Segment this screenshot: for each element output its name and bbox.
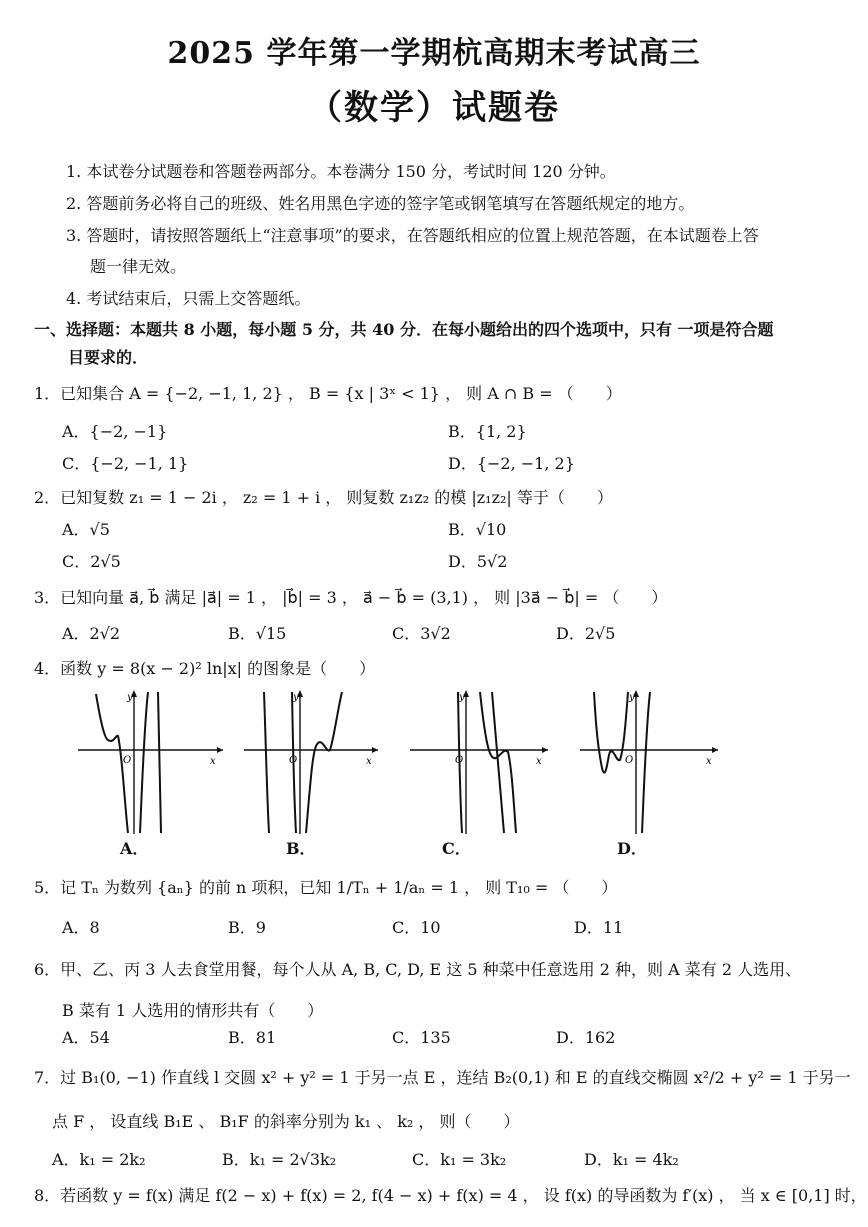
q4-b-axis-y: y [293,692,299,703]
instruction-1: 1. 本试卷分试题卷和答题卷两部分。本卷满分 150 分，考试时间 120 分钟。 [66,162,616,181]
q1-option-a: A．{−2, −1} [62,422,168,441]
instruction-3-cont: 题一律无效。 [90,257,187,276]
q7-option-b: B．k₁ = 2√3k₂ [222,1150,337,1169]
exam-subtitle: （数学）试题卷 [308,88,560,128]
q3-option-a: A．2√2 [62,624,121,643]
q4-c-axis-y: y [459,692,465,703]
q7-option-c: C．k₁ = 3k₂ [412,1150,507,1169]
q2-option-c: C．2√5 [62,552,121,571]
q7-option-d: D．k₁ = 4k₂ [584,1150,679,1169]
q7-stem-1: 7．过 B₁(0, −1) 作直线 l 交圆 x² + y² = 1 于另一点 E ，连结 B₂(0,1) 和 E 的直线交椭圆 x²/2 + y² = 1 于另一 [34,1068,851,1087]
q7-stem-2: 点 F ， 设直线 B₁E 、 B₁F 的斜率分别为 k₁ 、 k₂ ， 则（ ） [52,1112,520,1131]
q8-stem: 8．若函数 y = f(x) 满足 f(2 − x) + f(x) = 2, f(4 − x) + f(x) = 4 ， 设 f(x) 的导函数为 f′(x) ， 当 x ∈ [0,1] 时， [34,1186,867,1205]
q4-a-axis-x: x [210,756,216,767]
q4-label-d: D． [617,839,647,858]
q4-d-origin: O [625,755,634,766]
section-heading-cont: 目要求的． [68,348,149,367]
q5-option-c: C．10 [392,918,441,937]
q4-graph-d [580,688,720,838]
q4-b-axis-x: x [366,756,372,767]
instruction-4: 4. 考试结束后，只需上交答题纸。 [66,289,311,308]
q6-stem-2: B 菜有 1 人选用的情形共有（ ） [62,1001,324,1020]
section-heading: 一、选择题：本题共 8 小题，每小题 5 分，共 40 分．在每小题给出的四个选项中，只有 一项是符合题 [34,320,774,339]
q7-option-a: A．k₁ = 2k₂ [52,1150,146,1169]
q4-d-axis-y: y [629,692,635,703]
q3-stem: 3．已知向量 a⃗, b⃗ 满足 |a⃗| = 1 ， |b⃗| = 3 ， a⃗ − b⃗ = (3,1) ， 则 |3a⃗ − b⃗| = （ ） [34,588,668,607]
q6-option-a: A．54 [62,1028,110,1047]
q4-label-a: A． [120,839,149,858]
q4-c-axis-x: x [536,756,542,767]
q4-a-origin: O [123,755,132,766]
q4-graph-a [78,688,226,838]
q2-option-d: D．5√2 [448,552,508,571]
q6-option-c: C．135 [392,1028,451,1047]
q5-stem: 5．记 Tₙ 为数列 {aₙ} 的前 n 项积，已知 1/Tₙ + 1/aₙ = 1 ， 则 T₁₀ = （ ） [34,878,618,897]
q6-option-d: D．162 [556,1028,616,1047]
q6-option-b: B．81 [228,1028,277,1047]
q3-option-d: D．2√5 [556,624,616,643]
q5-option-b: B．9 [228,918,266,937]
instruction-3: 3. 答题时，请按照答题纸上“注意事项”的要求，在答题纸相应的位置上规范答题，在本试题卷上答 [66,226,759,245]
exam-title: 2025 学年第一学期杭高期末考试高三 [167,36,701,71]
q5-option-a: A．8 [62,918,100,937]
q4-d-axis-x: x [706,756,712,767]
instruction-2: 2. 答题前务必将自己的班级、姓名用黑色字迹的签字笔或钢笔填写在答题纸规定的地方。 [66,194,695,213]
q6-stem-1: 6．甲、乙、丙 3 人去食堂用餐，每个人从 A, B, C, D, E 这 5 种菜中任意选用 2 种，则 A 菜有 2 人选用、 [34,960,802,979]
q4-a-axis-y: y [127,692,133,703]
q4-stem: 4．函数 y = 8(x − 2)² ln|x| 的图象是（ ） [34,659,376,678]
q2-option-a: A．√5 [62,520,110,539]
q2-stem: 2．已知复数 z₁ = 1 − 2i ， z₂ = 1 + i ， 则复数 z₁z₂ 的模 |z₁z₂| 等于（ ） [34,488,613,507]
q5-option-d: D．11 [574,918,624,937]
q1-option-d: D．{−2, −1, 2} [448,454,575,473]
q3-option-c: C．3√2 [392,624,451,643]
q3-option-b: B．√15 [228,624,287,643]
q4-graph-c [410,688,550,838]
q4-graph-b [244,688,380,838]
q4-label-c: C． [442,839,471,858]
q4-c-origin: O [455,755,464,766]
q2-option-b: B．√10 [448,520,507,539]
q1-stem: 1．已知集合 A = {−2, −1, 1, 2} ， B = {x | 3ˣ < 1} ， 则 A ∩ B = （ ） [34,384,622,403]
q4-label-b: B． [286,839,316,858]
q4-b-origin: O [289,755,298,766]
q1-option-c: C．{−2, −1, 1} [62,454,189,473]
q1-option-b: B．{1, 2} [448,422,527,441]
